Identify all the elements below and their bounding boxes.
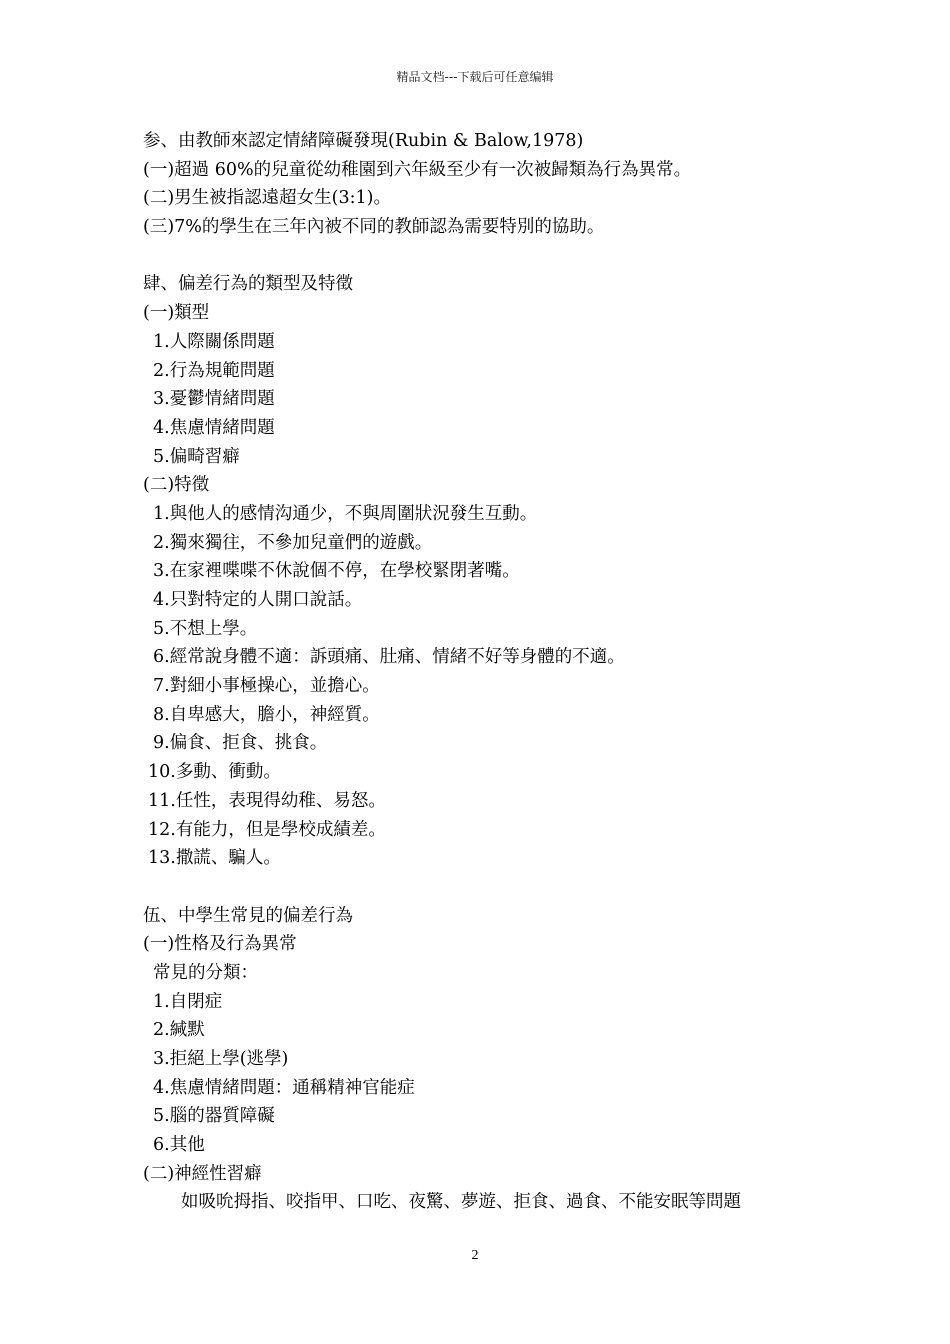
text-line: 2.行為規範問題: [153, 360, 275, 381]
text-line: 5.腦的器質障礙: [153, 1106, 275, 1127]
blank-line: [143, 242, 843, 271]
text-line: 4.只對特定的人開口說話。: [153, 590, 363, 610]
text-line: 4.焦慮情緒問題: [153, 417, 275, 438]
text-line: 2.緘默: [153, 1020, 205, 1041]
text-line: 3.拒絕上學(逃學): [153, 1049, 289, 1069]
text-line: 1.人際關係問題: [153, 331, 275, 352]
page-header: 精品文档---下载后可任意编辑: [396, 70, 554, 84]
text-line: 7.對細小事極操心，並擔心。: [153, 676, 380, 697]
text-line: 10.多動、衝動。: [148, 762, 281, 783]
text-line: (二)神經性習癖: [143, 1163, 262, 1184]
text-line: 常見的分類：: [153, 962, 258, 983]
text-line: (一)超過 60%的兒童從幼稚園到六年級至少有一次被歸類為行為異常。: [143, 159, 692, 180]
text-line: 如吸吮拇指、咬指甲、口吃、夜驚、夢遊、拒食、過食、不能安眠等問題: [181, 1192, 741, 1213]
text-line: 3.在家裡喋喋不休說個不停，在學校緊閉著嘴。: [153, 561, 520, 582]
text-line: 4.焦慮情緒問題：通稱精神官能症: [153, 1077, 415, 1098]
text-line: 11.任性，表現得幼稚、易怒。: [148, 790, 386, 811]
text-line: (二)男生被指認遠超女生(3:1)。: [143, 188, 391, 209]
blank-line: [143, 873, 843, 902]
text-line: 2.獨來獨往，不參加兒童們的遊戲。: [153, 532, 433, 553]
text-line: 1.與他人的感情沟通少，不與周圍狀況發生互動。: [153, 503, 538, 524]
document-body: [143, 127, 843, 1217]
text-line: 3.憂鬱情緒問題: [153, 389, 275, 410]
text-line: 1.自閉症: [153, 991, 223, 1012]
text-line: (一)性格及行為異常: [143, 934, 297, 955]
text-line: 5.偏畸習癖: [153, 446, 240, 467]
text-line: 伍、中學生常見的偏差行為: [143, 905, 353, 926]
text-line: (三)7%的學生在三年內被不同的教師認為需要特別的協助。: [143, 217, 605, 238]
text-line: 参、由教師來認定情緒障礙發現(Rubin & Balow,1978): [143, 131, 584, 151]
text-line: (一)類型: [143, 303, 210, 324]
text-line: 肆、偏差行為的類型及特徵: [143, 274, 353, 295]
text-line: 13.撒謊、騙人。: [148, 848, 281, 869]
text-line: 8.自卑感大，膽小，神經質。: [153, 704, 380, 725]
text-line: 6.其他: [153, 1135, 205, 1156]
page-number: 2: [471, 1248, 479, 1263]
text-line: (二)特徵: [143, 475, 210, 496]
text-line: 12.有能力，但是學校成績差。: [148, 819, 386, 840]
text-line: 9.偏食、拒食、挑食。: [153, 733, 328, 754]
text-line: 6.經常說身體不適：訴頭痛、肚痛、情緒不好等身體的不適。: [153, 647, 625, 668]
text-line: 5.不想上學。: [153, 618, 258, 639]
